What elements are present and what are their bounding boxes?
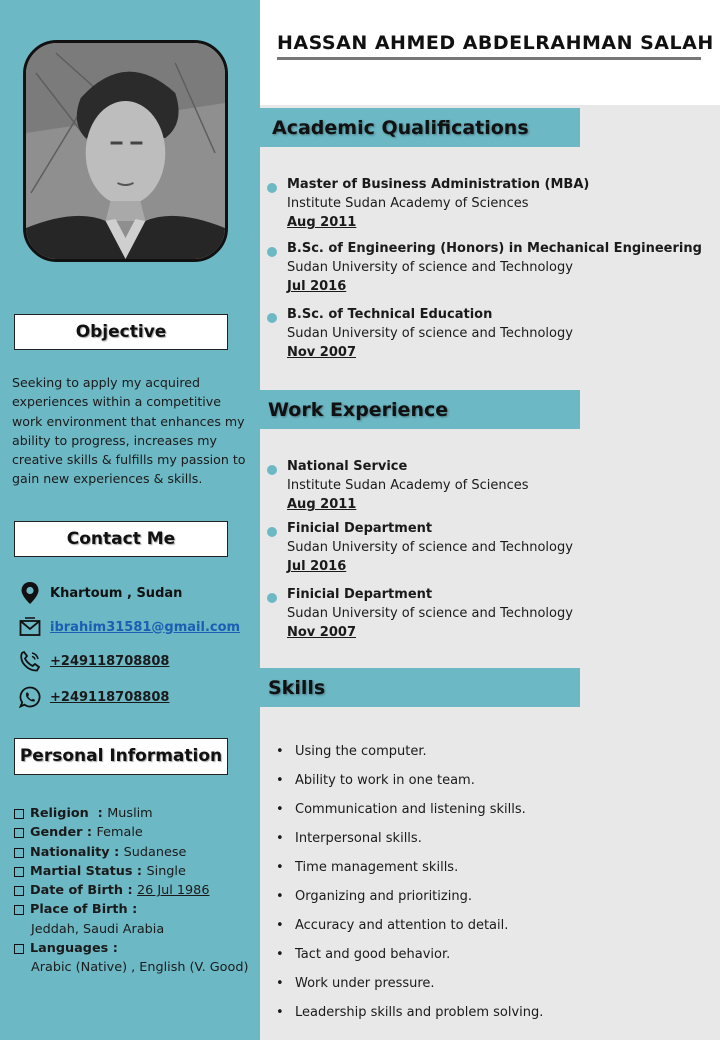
entry-date: Aug 2011	[287, 215, 357, 230]
skill-item: • Tact and good behavior.	[276, 942, 706, 971]
candidate-name: HASSAN AHMED ABDELRAHMAN SALAH	[277, 32, 714, 54]
checkbox-bullet-icon	[14, 809, 24, 819]
personal-info-list	[14, 804, 254, 978]
entry-title: Finicial Department	[287, 521, 433, 536]
gender-item: Gender : Female	[14, 823, 254, 842]
academic-entry	[287, 239, 707, 296]
nationality-value: Sudanese	[123, 844, 187, 860]
bullet-dot-icon	[267, 313, 277, 323]
academic-entry	[287, 175, 707, 232]
academic-entry	[287, 305, 707, 362]
skill-item: • Communication and listening skills.	[276, 797, 706, 826]
phone-link[interactable]: +249118708808	[50, 653, 170, 669]
email-link[interactable]: ibrahim31581@gmail.com	[50, 619, 241, 635]
objective-text: Seeking to apply my acquired experiences within a competitive work environment that enhances my ability to progress, increases my creative skills & fulfills my passion to gain new experiences & skills.	[12, 375, 246, 487]
entry-title: B.Sc. of Technical Education	[287, 307, 493, 322]
entry-institute: Sudan University of science and Technology	[287, 260, 573, 275]
entry-date: Nov 2007	[287, 625, 356, 640]
whatsapp-icon	[18, 685, 42, 709]
dob-item: Date of Birth : 26 Jul 1986	[14, 881, 254, 900]
name-underline	[277, 57, 701, 60]
religion-value: Muslim	[107, 806, 153, 821]
profile-photo	[23, 40, 228, 262]
skill-item: • Accuracy and attention to detail.	[276, 913, 706, 942]
entry-date: Jul 2016	[287, 559, 347, 574]
skill-item: • Interpersonal skills.	[276, 826, 706, 855]
languages-value: Arabic (Native) , English (V. Good)	[31, 960, 249, 976]
languages-item: Languages :	[14, 939, 254, 958]
pob-item: Place of Birth :	[14, 900, 254, 919]
skill-item: • Ability to work in one team.	[276, 768, 706, 797]
entry-date: Nov 2007	[287, 345, 356, 360]
whatsapp-link[interactable]: +249118708808	[50, 689, 170, 705]
objective-heading: Objective	[14, 314, 228, 350]
envelope-icon	[18, 615, 42, 639]
checkbox-bullet-icon	[14, 905, 24, 915]
dob-value: 26 Jul 1986	[137, 883, 210, 899]
skill-item: • Organizing and prioritizing.	[276, 884, 706, 913]
entry-title: B.Sc. of Engineering (Honors) in Mechanical Engineering	[287, 241, 702, 256]
entry-date: Jul 2016	[287, 279, 347, 294]
checkbox-bullet-icon	[14, 886, 24, 896]
bullet-dot-icon	[267, 593, 277, 603]
phone-icon	[18, 649, 42, 673]
skill-item: • Work under pressure.	[276, 971, 706, 1000]
gender-value: Female	[96, 825, 143, 841]
religion-item: Religion : Muslim	[14, 804, 254, 823]
contact-email	[18, 615, 240, 639]
checkbox-bullet-icon	[14, 848, 24, 858]
skill-item: • Time management skills.	[276, 855, 706, 884]
entry-title: National Service	[287, 459, 408, 474]
entry-institute: Sudan University of science and Technology	[287, 326, 573, 341]
checkbox-bullet-icon	[14, 828, 24, 838]
entry-title: Finicial Department	[287, 587, 433, 602]
location-text: Khartoum , Sudan	[50, 585, 183, 601]
contact-whatsapp	[18, 685, 169, 709]
entry-institute: Sudan University of science and Technology	[287, 606, 573, 621]
bullet-dot-icon	[267, 527, 277, 537]
skill-item: • Using the computer.	[276, 739, 706, 768]
personal-info-heading: Personal Information	[14, 738, 228, 775]
checkbox-bullet-icon	[14, 944, 24, 954]
entry-institute: Institute Sudan Academy of Sciences	[287, 196, 529, 211]
skills-list	[276, 739, 706, 1029]
pob-value: Jeddah, Saudi Arabia	[31, 921, 165, 937]
bullet-dot-icon	[267, 247, 277, 257]
work-entry	[287, 457, 707, 514]
map-pin-icon	[18, 581, 42, 605]
skills-heading: Skills	[260, 668, 580, 707]
entry-institute: Institute Sudan Academy of Sciences	[287, 478, 529, 493]
work-heading: Work Experience	[260, 390, 580, 429]
marital-value: Single	[146, 863, 186, 879]
checkbox-bullet-icon	[14, 867, 24, 877]
entry-date: Aug 2011	[287, 497, 357, 512]
work-entry	[287, 519, 707, 576]
nationality-item: Nationality : Sudanese	[14, 843, 254, 862]
work-entry	[287, 585, 707, 642]
skill-item: • Leadership skills and problem solving.	[276, 1000, 706, 1029]
bullet-dot-icon	[267, 183, 277, 193]
contact-location	[18, 581, 182, 605]
contact-phone	[18, 649, 169, 673]
bullet-dot-icon	[267, 465, 277, 475]
contact-heading: Contact Me	[14, 521, 228, 557]
entry-title: Master of Business Administration (MBA)	[287, 177, 590, 192]
marital-item: Martial Status : Single	[14, 862, 254, 881]
academic-heading: Academic Qualifications	[260, 108, 580, 147]
entry-institute: Sudan University of science and Technology	[287, 540, 573, 555]
